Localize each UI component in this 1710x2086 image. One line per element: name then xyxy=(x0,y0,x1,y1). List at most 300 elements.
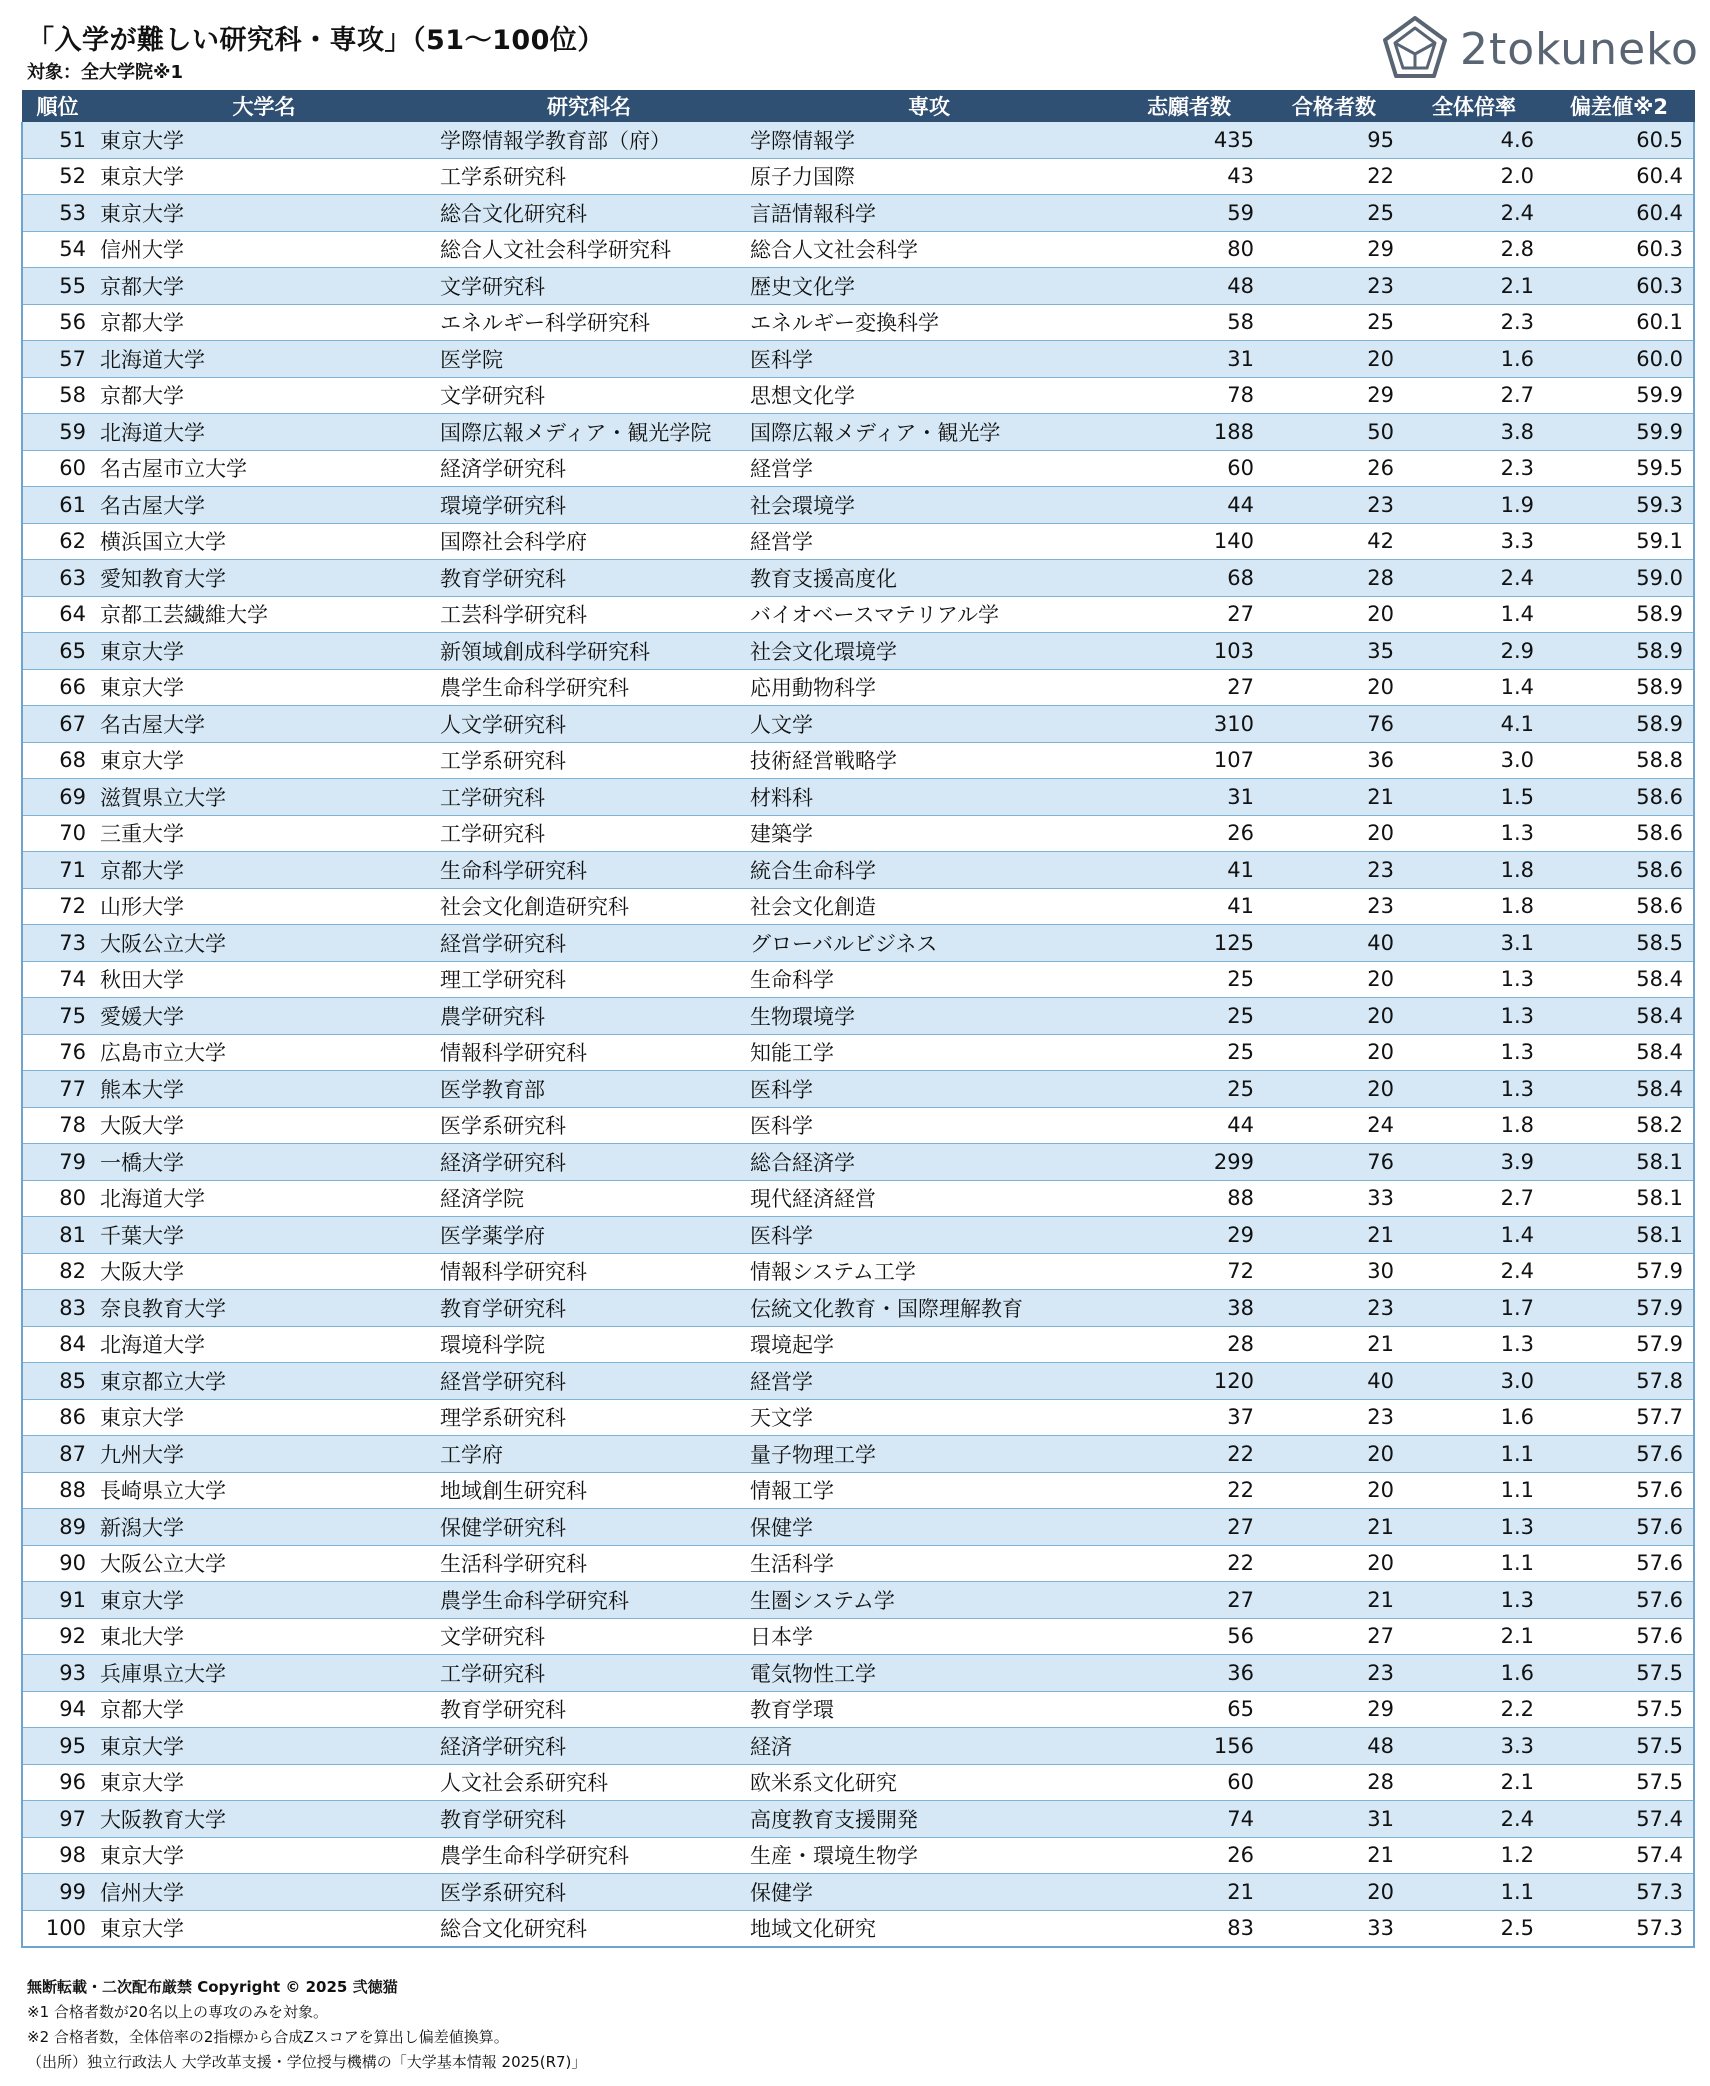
rank-cell: 74 xyxy=(22,961,94,998)
major-cell: 電気物性工学 xyxy=(744,1655,1114,1692)
rank-cell: 97 xyxy=(22,1801,94,1838)
passed-cell: 20 xyxy=(1264,1034,1404,1071)
table-row xyxy=(22,669,1694,706)
university-cell: 信州大学 xyxy=(94,231,434,268)
major-cell: エネルギー変換科学 xyxy=(744,304,1114,341)
passed-cell: 35 xyxy=(1264,633,1404,670)
university-cell: 滋賀県立大学 xyxy=(94,779,434,816)
major-cell: 建築学 xyxy=(744,815,1114,852)
major-cell: 経営学 xyxy=(744,1363,1114,1400)
table-row xyxy=(22,1399,1694,1436)
university-cell: 大阪大学 xyxy=(94,1107,434,1144)
passed-cell: 20 xyxy=(1264,998,1404,1035)
applicants-cell: 36 xyxy=(1114,1655,1264,1692)
rank-cell: 86 xyxy=(22,1399,94,1436)
university-cell: 東京大学 xyxy=(94,633,434,670)
table-row xyxy=(22,1728,1694,1765)
major-cell: 生活科学 xyxy=(744,1545,1114,1582)
passed-cell: 20 xyxy=(1264,596,1404,633)
ratio-cell: 1.3 xyxy=(1404,961,1544,998)
university-cell: 名古屋大学 xyxy=(94,487,434,524)
score-cell: 58.1 xyxy=(1544,1144,1694,1181)
rank-cell: 59 xyxy=(22,414,94,451)
rank-cell: 70 xyxy=(22,815,94,852)
table-row xyxy=(22,122,1694,158)
major-cell: 学際情報学 xyxy=(744,122,1114,158)
university-cell: 東京大学 xyxy=(94,1399,434,1436)
university-cell: 北海道大学 xyxy=(94,341,434,378)
passed-cell: 23 xyxy=(1264,1290,1404,1327)
passed-cell: 27 xyxy=(1264,1618,1404,1655)
table-row xyxy=(22,1363,1694,1400)
score-cell: 60.5 xyxy=(1544,122,1694,158)
rank-cell: 56 xyxy=(22,304,94,341)
copyright-notice: 無断転載・二次配布厳禁 Copyright © 2025 弐徳猫 xyxy=(27,1978,398,1996)
ratio-cell: 1.3 xyxy=(1404,1509,1544,1546)
pentagon-cat-logo-icon xyxy=(1380,14,1450,84)
table-row xyxy=(22,1107,1694,1144)
rank-cell: 63 xyxy=(22,560,94,597)
applicants-cell: 21 xyxy=(1114,1874,1264,1911)
score-cell: 57.9 xyxy=(1544,1290,1694,1327)
score-cell: 57.6 xyxy=(1544,1436,1694,1473)
passed-cell: 26 xyxy=(1264,450,1404,487)
passed-cell: 33 xyxy=(1264,1910,1404,1947)
table-row xyxy=(22,195,1694,232)
table-row xyxy=(22,487,1694,524)
university-cell: 東北大学 xyxy=(94,1618,434,1655)
ratio-cell: 4.6 xyxy=(1404,122,1544,158)
graduate-school-cell: 環境科学院 xyxy=(434,1326,744,1363)
applicants-cell: 27 xyxy=(1114,1582,1264,1619)
applicants-cell: 38 xyxy=(1114,1290,1264,1327)
passed-cell: 21 xyxy=(1264,779,1404,816)
graduate-school-cell: 人文社会系研究科 xyxy=(434,1764,744,1801)
passed-cell: 25 xyxy=(1264,195,1404,232)
passed-cell: 42 xyxy=(1264,523,1404,560)
passed-cell: 23 xyxy=(1264,268,1404,305)
applicants-cell: 22 xyxy=(1114,1545,1264,1582)
ratio-cell: 2.8 xyxy=(1404,231,1544,268)
rank-cell: 87 xyxy=(22,1436,94,1473)
passed-cell: 23 xyxy=(1264,487,1404,524)
applicants-cell: 31 xyxy=(1114,779,1264,816)
score-cell: 60.1 xyxy=(1544,304,1694,341)
table-row xyxy=(22,1655,1694,1692)
rank-cell: 88 xyxy=(22,1472,94,1509)
table-row xyxy=(22,231,1694,268)
university-cell: 兵庫県立大学 xyxy=(94,1655,434,1692)
passed-cell: 48 xyxy=(1264,1728,1404,1765)
graduate-school-cell: 医学系研究科 xyxy=(434,1874,744,1911)
passed-cell: 40 xyxy=(1264,1363,1404,1400)
ratio-cell: 1.8 xyxy=(1404,888,1544,925)
passed-cell: 20 xyxy=(1264,669,1404,706)
score-cell: 57.6 xyxy=(1544,1545,1694,1582)
ratio-cell: 3.9 xyxy=(1404,1144,1544,1181)
rank-cell: 51 xyxy=(22,122,94,158)
table-row xyxy=(22,523,1694,560)
column-header-university: 大学名 xyxy=(94,90,434,122)
university-cell: 京都大学 xyxy=(94,1691,434,1728)
ratio-cell: 1.6 xyxy=(1404,341,1544,378)
score-cell: 59.3 xyxy=(1544,487,1694,524)
major-cell: 経済 xyxy=(744,1728,1114,1765)
table-row xyxy=(22,1764,1694,1801)
university-cell: 東京大学 xyxy=(94,195,434,232)
ratio-cell: 3.0 xyxy=(1404,1363,1544,1400)
page-subtitle: 対象：全大学院※1 xyxy=(27,62,184,83)
rank-cell: 84 xyxy=(22,1326,94,1363)
graduate-school-cell: 文学研究科 xyxy=(434,268,744,305)
graduate-school-cell: 生命科学研究科 xyxy=(434,852,744,889)
graduate-school-cell: 国際社会科学府 xyxy=(434,523,744,560)
passed-cell: 22 xyxy=(1264,158,1404,195)
table-row xyxy=(22,341,1694,378)
graduate-school-cell: 情報科学研究科 xyxy=(434,1253,744,1290)
score-cell: 57.6 xyxy=(1544,1618,1694,1655)
graduate-school-cell: 工学研究科 xyxy=(434,815,744,852)
logo xyxy=(1380,14,1699,84)
applicants-cell: 25 xyxy=(1114,961,1264,998)
passed-cell: 20 xyxy=(1264,341,1404,378)
score-cell: 57.9 xyxy=(1544,1326,1694,1363)
ratio-cell: 2.4 xyxy=(1404,560,1544,597)
table-row xyxy=(22,1545,1694,1582)
university-cell: 京都大学 xyxy=(94,852,434,889)
table-row xyxy=(22,1290,1694,1327)
score-cell: 59.9 xyxy=(1544,377,1694,414)
university-cell: 東京大学 xyxy=(94,1582,434,1619)
passed-cell: 25 xyxy=(1264,304,1404,341)
score-cell: 60.4 xyxy=(1544,195,1694,232)
applicants-cell: 37 xyxy=(1114,1399,1264,1436)
major-cell: 生圏システム学 xyxy=(744,1582,1114,1619)
major-cell: 歴史文化学 xyxy=(744,268,1114,305)
applicants-cell: 60 xyxy=(1114,450,1264,487)
table-row xyxy=(22,1180,1694,1217)
ratio-cell: 3.3 xyxy=(1404,1728,1544,1765)
passed-cell: 76 xyxy=(1264,1144,1404,1181)
ratio-cell: 1.9 xyxy=(1404,487,1544,524)
graduate-school-cell: エネルギー科学研究科 xyxy=(434,304,744,341)
graduate-school-cell: 教育学研究科 xyxy=(434,1801,744,1838)
score-cell: 60.3 xyxy=(1544,268,1694,305)
rank-cell: 72 xyxy=(22,888,94,925)
passed-cell: 21 xyxy=(1264,1837,1404,1874)
ratio-cell: 4.1 xyxy=(1404,706,1544,743)
table-row xyxy=(22,852,1694,889)
column-header-passed: 合格者数 xyxy=(1264,90,1404,122)
university-cell: 愛知教育大学 xyxy=(94,560,434,597)
graduate-school-cell: 教育学研究科 xyxy=(434,560,744,597)
ratio-cell: 2.1 xyxy=(1404,1618,1544,1655)
rank-cell: 85 xyxy=(22,1363,94,1400)
university-cell: 長崎県立大学 xyxy=(94,1472,434,1509)
rank-cell: 79 xyxy=(22,1144,94,1181)
university-cell: 山形大学 xyxy=(94,888,434,925)
passed-cell: 33 xyxy=(1264,1180,1404,1217)
major-cell: 経営学 xyxy=(744,450,1114,487)
score-cell: 59.5 xyxy=(1544,450,1694,487)
passed-cell: 24 xyxy=(1264,1107,1404,1144)
table-row xyxy=(22,706,1694,743)
university-cell: 奈良教育大学 xyxy=(94,1290,434,1327)
score-cell: 58.5 xyxy=(1544,925,1694,962)
table-row xyxy=(22,1472,1694,1509)
graduate-school-cell: 農学生命科学研究科 xyxy=(434,669,744,706)
ratio-cell: 1.3 xyxy=(1404,1582,1544,1619)
ratio-cell: 2.7 xyxy=(1404,377,1544,414)
table-row xyxy=(22,1217,1694,1254)
university-cell: 京都大学 xyxy=(94,377,434,414)
passed-cell: 28 xyxy=(1264,560,1404,597)
rank-cell: 65 xyxy=(22,633,94,670)
graduate-school-cell: 農学生命科学研究科 xyxy=(434,1582,744,1619)
university-cell: 一橋大学 xyxy=(94,1144,434,1181)
table-header-row xyxy=(22,90,1694,122)
rank-cell: 53 xyxy=(22,195,94,232)
table-row xyxy=(22,1582,1694,1619)
ratio-cell: 1.6 xyxy=(1404,1655,1544,1692)
passed-cell: 30 xyxy=(1264,1253,1404,1290)
ratio-cell: 1.3 xyxy=(1404,1326,1544,1363)
table-row xyxy=(22,1326,1694,1363)
major-cell: 日本学 xyxy=(744,1618,1114,1655)
applicants-cell: 25 xyxy=(1114,998,1264,1035)
table-row xyxy=(22,888,1694,925)
ratio-cell: 1.8 xyxy=(1404,852,1544,889)
passed-cell: 29 xyxy=(1264,231,1404,268)
score-cell: 58.4 xyxy=(1544,1071,1694,1108)
university-cell: 九州大学 xyxy=(94,1436,434,1473)
passed-cell: 21 xyxy=(1264,1582,1404,1619)
score-cell: 58.8 xyxy=(1544,742,1694,779)
table-row xyxy=(22,1618,1694,1655)
university-cell: 東京大学 xyxy=(94,1764,434,1801)
major-cell: 情報システム工学 xyxy=(744,1253,1114,1290)
rank-cell: 71 xyxy=(22,852,94,889)
score-cell: 59.0 xyxy=(1544,560,1694,597)
major-cell: 環境起学 xyxy=(744,1326,1114,1363)
major-cell: 総合経済学 xyxy=(744,1144,1114,1181)
ranking-table xyxy=(21,90,1695,1948)
rank-cell: 76 xyxy=(22,1034,94,1071)
major-cell: 生命科学 xyxy=(744,961,1114,998)
major-cell: 社会環境学 xyxy=(744,487,1114,524)
university-cell: 愛媛大学 xyxy=(94,998,434,1035)
university-cell: 広島市立大学 xyxy=(94,1034,434,1071)
graduate-school-cell: 情報科学研究科 xyxy=(434,1034,744,1071)
graduate-school-cell: 教育学研究科 xyxy=(434,1691,744,1728)
rank-cell: 58 xyxy=(22,377,94,414)
rank-cell: 83 xyxy=(22,1290,94,1327)
passed-cell: 31 xyxy=(1264,1801,1404,1838)
major-cell: 医科学 xyxy=(744,1107,1114,1144)
university-cell: 大阪大学 xyxy=(94,1253,434,1290)
score-cell: 59.1 xyxy=(1544,523,1694,560)
score-cell: 58.9 xyxy=(1544,669,1694,706)
score-cell: 57.3 xyxy=(1544,1910,1694,1947)
rank-cell: 52 xyxy=(22,158,94,195)
major-cell: 生産・環境生物学 xyxy=(744,1837,1114,1874)
passed-cell: 20 xyxy=(1264,1874,1404,1911)
graduate-school-cell: 総合文化研究科 xyxy=(434,195,744,232)
applicants-cell: 78 xyxy=(1114,377,1264,414)
major-cell: 高度教育支援開発 xyxy=(744,1801,1114,1838)
score-cell: 58.1 xyxy=(1544,1180,1694,1217)
score-cell: 57.6 xyxy=(1544,1582,1694,1619)
major-cell: 教育支援高度化 xyxy=(744,560,1114,597)
major-cell: 地域文化研究 xyxy=(744,1910,1114,1947)
graduate-school-cell: 医学教育部 xyxy=(434,1071,744,1108)
graduate-school-cell: 経済学研究科 xyxy=(434,1728,744,1765)
graduate-school-cell: 工学研究科 xyxy=(434,1655,744,1692)
university-cell: 三重大学 xyxy=(94,815,434,852)
ratio-cell: 1.6 xyxy=(1404,1399,1544,1436)
university-cell: 大阪公立大学 xyxy=(94,1545,434,1582)
ratio-cell: 3.0 xyxy=(1404,742,1544,779)
rank-cell: 73 xyxy=(22,925,94,962)
rank-cell: 64 xyxy=(22,596,94,633)
rank-cell: 90 xyxy=(22,1545,94,1582)
graduate-school-cell: 農学研究科 xyxy=(434,998,744,1035)
applicants-cell: 103 xyxy=(1114,633,1264,670)
graduate-school-cell: 工学研究科 xyxy=(434,779,744,816)
source-note: （出所）独立行政法人 大学改革支援・学位授与機構の「大学基本情報 2025(R7)」 xyxy=(27,2053,587,2071)
major-cell: 生物環境学 xyxy=(744,998,1114,1035)
applicants-cell: 26 xyxy=(1114,1837,1264,1874)
ratio-cell: 2.0 xyxy=(1404,158,1544,195)
ratio-cell: 1.7 xyxy=(1404,1290,1544,1327)
ratio-cell: 2.2 xyxy=(1404,1691,1544,1728)
table-row xyxy=(22,450,1694,487)
applicants-cell: 299 xyxy=(1114,1144,1264,1181)
passed-cell: 21 xyxy=(1264,1509,1404,1546)
applicants-cell: 44 xyxy=(1114,487,1264,524)
university-cell: 千葉大学 xyxy=(94,1217,434,1254)
passed-cell: 23 xyxy=(1264,852,1404,889)
applicants-cell: 41 xyxy=(1114,852,1264,889)
major-cell: 社会文化環境学 xyxy=(744,633,1114,670)
score-cell: 57.8 xyxy=(1544,1363,1694,1400)
graduate-school-cell: 経済学院 xyxy=(434,1180,744,1217)
rank-cell: 92 xyxy=(22,1618,94,1655)
applicants-cell: 25 xyxy=(1114,1034,1264,1071)
ratio-cell: 2.3 xyxy=(1404,304,1544,341)
score-cell: 57.4 xyxy=(1544,1837,1694,1874)
major-cell: 医科学 xyxy=(744,1071,1114,1108)
ratio-cell: 1.1 xyxy=(1404,1545,1544,1582)
passed-cell: 23 xyxy=(1264,888,1404,925)
university-cell: 熊本大学 xyxy=(94,1071,434,1108)
ratio-cell: 1.8 xyxy=(1404,1107,1544,1144)
applicants-cell: 120 xyxy=(1114,1363,1264,1400)
graduate-school-cell: 学際情報学教育部（府） xyxy=(434,122,744,158)
major-cell: 保健学 xyxy=(744,1509,1114,1546)
footnotes xyxy=(27,1975,586,2075)
graduate-school-cell: 新領域創成科学研究科 xyxy=(434,633,744,670)
major-cell: 知能工学 xyxy=(744,1034,1114,1071)
major-cell: 天文学 xyxy=(744,1399,1114,1436)
table-row xyxy=(22,925,1694,962)
university-cell: 北海道大学 xyxy=(94,1180,434,1217)
table-row xyxy=(22,633,1694,670)
university-cell: 東京大学 xyxy=(94,1728,434,1765)
university-cell: 大阪公立大学 xyxy=(94,925,434,962)
ratio-cell: 1.5 xyxy=(1404,779,1544,816)
ratio-cell: 1.1 xyxy=(1404,1436,1544,1473)
score-cell: 58.1 xyxy=(1544,1217,1694,1254)
applicants-cell: 310 xyxy=(1114,706,1264,743)
rank-cell: 55 xyxy=(22,268,94,305)
table-row xyxy=(22,998,1694,1035)
applicants-cell: 88 xyxy=(1114,1180,1264,1217)
table-row xyxy=(22,596,1694,633)
major-cell: バイオベースマテリアル学 xyxy=(744,596,1114,633)
rank-cell: 94 xyxy=(22,1691,94,1728)
table-row xyxy=(22,1509,1694,1546)
table-row xyxy=(22,1144,1694,1181)
graduate-school-cell: 環境学研究科 xyxy=(434,487,744,524)
graduate-school-cell: 工学府 xyxy=(434,1436,744,1473)
score-cell: 60.0 xyxy=(1544,341,1694,378)
applicants-cell: 80 xyxy=(1114,231,1264,268)
rank-cell: 93 xyxy=(22,1655,94,1692)
passed-cell: 28 xyxy=(1264,1764,1404,1801)
major-cell: 総合人文社会科学 xyxy=(744,231,1114,268)
applicants-cell: 107 xyxy=(1114,742,1264,779)
score-cell: 57.5 xyxy=(1544,1764,1694,1801)
applicants-cell: 125 xyxy=(1114,925,1264,962)
university-cell: 秋田大学 xyxy=(94,961,434,998)
score-cell: 58.6 xyxy=(1544,815,1694,852)
column-header-graduate-school: 研究科名 xyxy=(434,90,744,122)
applicants-cell: 25 xyxy=(1114,1071,1264,1108)
graduate-school-cell: 医学系研究科 xyxy=(434,1107,744,1144)
graduate-school-cell: 経済学研究科 xyxy=(434,1144,744,1181)
rank-cell: 60 xyxy=(22,450,94,487)
ratio-cell: 2.4 xyxy=(1404,1801,1544,1838)
applicants-cell: 188 xyxy=(1114,414,1264,451)
applicants-cell: 27 xyxy=(1114,1509,1264,1546)
rank-cell: 67 xyxy=(22,706,94,743)
ratio-cell: 1.1 xyxy=(1404,1874,1544,1911)
passed-cell: 21 xyxy=(1264,1326,1404,1363)
table-row xyxy=(22,304,1694,341)
graduate-school-cell: 教育学研究科 xyxy=(434,1290,744,1327)
table-body xyxy=(22,122,1694,1947)
graduate-school-cell: 理工学研究科 xyxy=(434,961,744,998)
rank-cell: 61 xyxy=(22,487,94,524)
score-cell: 58.4 xyxy=(1544,961,1694,998)
applicants-cell: 41 xyxy=(1114,888,1264,925)
graduate-school-cell: 人文学研究科 xyxy=(434,706,744,743)
major-cell: 思想文化学 xyxy=(744,377,1114,414)
ratio-cell: 1.2 xyxy=(1404,1837,1544,1874)
applicants-cell: 72 xyxy=(1114,1253,1264,1290)
ratio-cell: 2.7 xyxy=(1404,1180,1544,1217)
applicants-cell: 26 xyxy=(1114,815,1264,852)
graduate-school-cell: 経営学研究科 xyxy=(434,925,744,962)
score-cell: 58.9 xyxy=(1544,596,1694,633)
rank-cell: 69 xyxy=(22,779,94,816)
major-cell: 応用動物科学 xyxy=(744,669,1114,706)
column-header-ratio: 全体倍率 xyxy=(1404,90,1544,122)
applicants-cell: 22 xyxy=(1114,1472,1264,1509)
applicants-cell: 65 xyxy=(1114,1691,1264,1728)
score-cell: 58.4 xyxy=(1544,998,1694,1035)
